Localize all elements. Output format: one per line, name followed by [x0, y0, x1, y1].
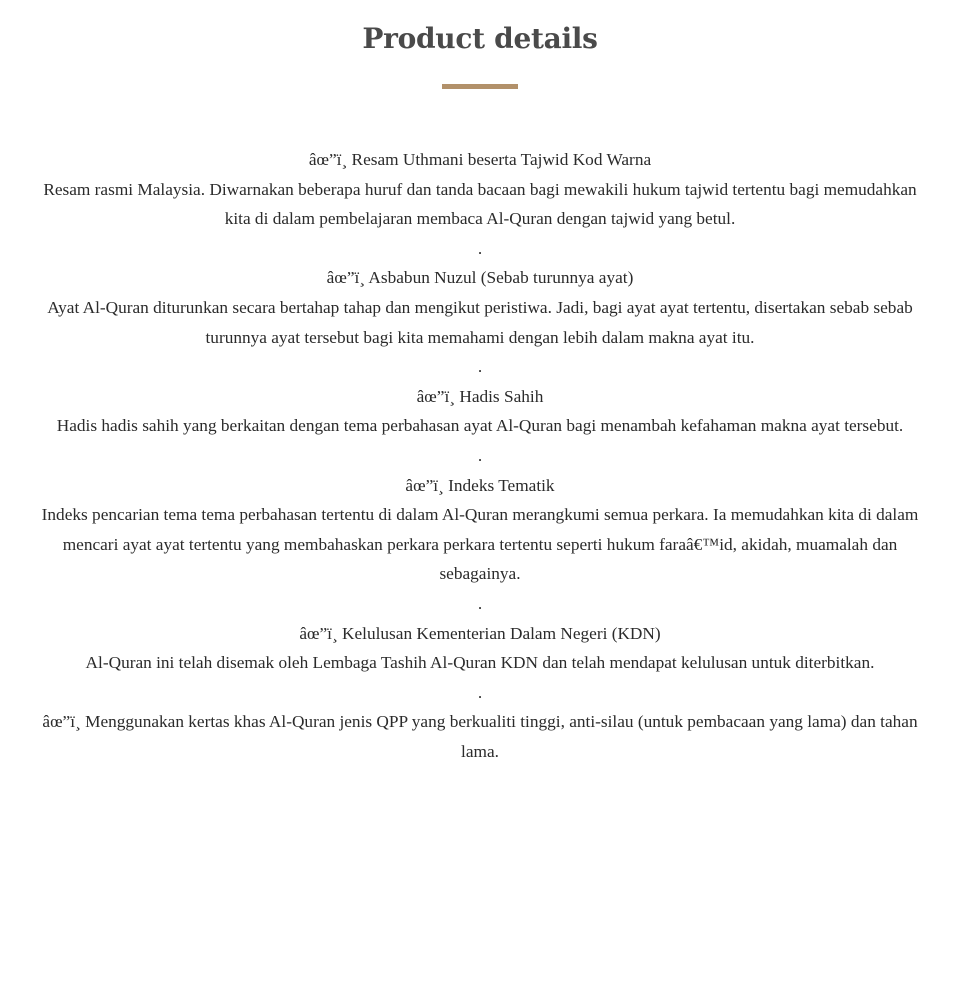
feature-description: Ayat Al-Quran diturunkan secara bertahap tahap dan mengikut peristiwa. Jadi, bagi ayat ayat tertentu, disertakan sebab sebab turunnya ayat tersebut bagi kita memahami dengan lebih dalam makna ayat itu. [47, 297, 913, 347]
feature-heading: âœ”ï¸ Asbabun Nuzul (Sebab turunnya ayat) [326, 268, 634, 288]
separator-dot: . [477, 682, 483, 702]
feature-description: Resam rasmi Malaysia. Diwarnakan beberapa huruf dan tanda bacaan bagi mewakili hukum tajwid tertentu bagi memudahkan kita di dalam pembelajaran membaca Al-Quran dengan tajwid yang betul. [43, 179, 917, 229]
separator-dot: . [477, 238, 483, 258]
page-title: Product details [362, 22, 598, 55]
feature-description: Indeks pencarian tema tema perbahasan tertentu di dalam Al-Quran merangkumi semua perkara. Ia memudahkan kita di dalam mencari ayat ayat tertentu yang membahaskan perkara perkara tertentu seperti hukum faraâ€™id, akidah, muamalah dan sebagainya. [41, 505, 919, 584]
feature-description: Al-Quran ini telah disemak oleh Lembaga Tashih Al-Quran KDN dan telah mendapat kelulusan untuk diterbitkan. [85, 653, 875, 673]
feature-heading: âœ”ï¸ Menggunakan kertas khas Al-Quran jenis QPP yang berkualiti tinggi, anti-silau (untuk pembacaan yang lama) dan tahan lama. [42, 712, 918, 761]
separator-dot: . [477, 593, 483, 613]
separator-dot: . [477, 445, 483, 465]
feature-heading: âœ”ï¸ Resam Uthmani beserta Tajwid Kod Warna [308, 150, 652, 169]
feature-heading: âœ”ï¸ Hadis Sahih [416, 386, 544, 406]
title-divider [442, 84, 518, 89]
separator-dot: . [477, 357, 483, 377]
product-description [40, 145, 920, 766]
feature-heading: âœ”ï¸ Indeks Tematik [405, 475, 555, 495]
feature-description: Hadis hadis sahih yang berkaitan dengan tema perbahasan ayat Al-Quran bagi menambah kefahaman makna ayat tersebut. [56, 416, 904, 436]
feature-heading: âœ”ï¸ Kelulusan Kementerian Dalam Negeri (KDN) [299, 623, 661, 643]
